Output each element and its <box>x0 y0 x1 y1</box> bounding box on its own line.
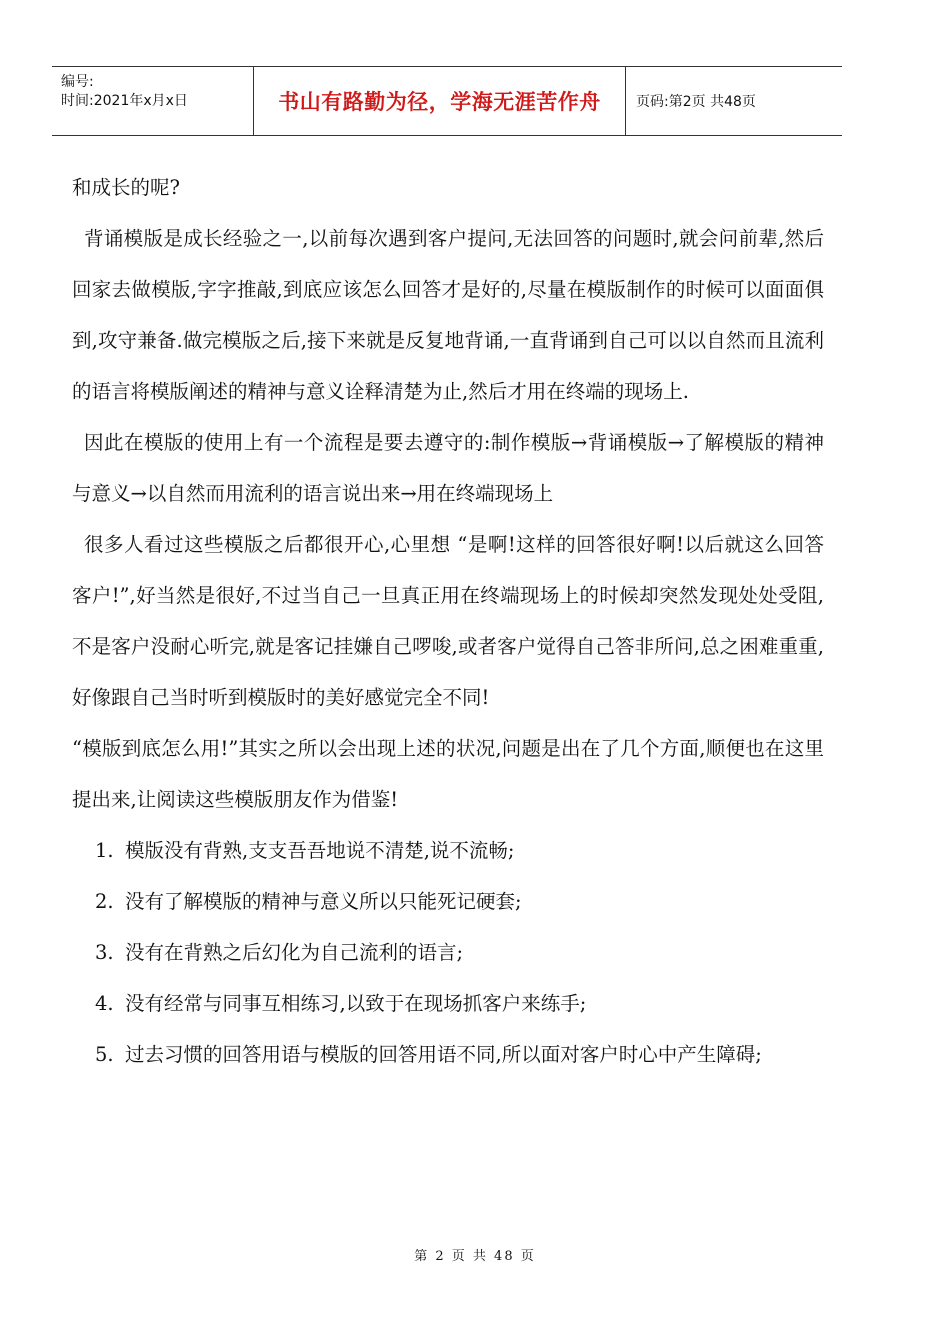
document-header <box>52 66 842 136</box>
paragraph-1: 和成长的呢? <box>72 176 180 199</box>
list-item <box>72 927 824 978</box>
list-item <box>72 825 824 876</box>
list-item-text: 过去习惯的回答用语与模版的回答用语不同,所以面对客户时心中产生障碍; <box>125 1043 762 1066</box>
list-item <box>72 978 824 1029</box>
list-item-number: 1. <box>95 839 114 862</box>
list-item-number: 2. <box>95 890 114 913</box>
list-item-text: 没有经常与同事互相练习,以致于在现场抓客户来练手; <box>125 992 587 1015</box>
list-item-number: 3. <box>95 941 114 964</box>
page-footer: 第 2 页 共 48 页 <box>414 1249 536 1264</box>
paragraph-5: “模版到底怎么用!”其实之所以会出现上述的状况,问题是出在了几个方面,顺便也在这里提出来,让阅读这些模版朋友作为借鉴! <box>72 737 824 811</box>
list-item-number: 5. <box>95 1043 114 1066</box>
document-body <box>72 162 824 1080</box>
list-item-number: 4. <box>95 992 114 1015</box>
paragraph-2: 背诵模版是成长经验之一,以前每次遇到客户提问,无法回答的问题时,就会问前辈,然后回家去做模版,字字推敲,到底应该怎么回答才是好的,尽量在模版制作的时候可以面面俱到,攻守兼备.做完模版之后,接下来就是反复地背诵,一直背诵到自己可以以自然而且流利的语言将模版阐述的精神与意义诠释清楚为止,然后才用在终端的现场上. <box>72 227 824 403</box>
list-item-text: 模版没有背熟,支支吾吾地说不清楚,说不流畅; <box>125 839 515 862</box>
problem-list <box>72 825 824 1080</box>
list-item-text: 没有在背熟之后幻化为自己流利的语言; <box>125 941 464 964</box>
paragraph-3: 因此在模版的使用上有一个流程是要去遵守的:制作模版→背诵模版→了解模版的精神与意义→以自然而用流利的语言说出来→用在终端现场上 <box>72 431 824 505</box>
header-time-label: 时间:2021年x月x日 <box>61 93 188 109</box>
header-number-label: 编号: <box>61 74 94 90</box>
header-motto: 书山有路勤为径，学海无涯苦作舟 <box>254 67 626 135</box>
header-meta-cell <box>52 67 254 135</box>
header-page-info: 页码:第2页 共48页 <box>636 94 756 110</box>
list-item <box>72 876 824 927</box>
list-item-text: 没有了解模版的精神与意义所以只能死记硬套; <box>125 890 522 913</box>
paragraph-4: 很多人看过这些模版之后都很开心,心里想 “是啊!这样的回答很好啊!以后就这么回答客户!”,好当然是很好,不过当自己一旦真正用在终端现场上的时候却突然发现处处受阻,不是客户没耐心听完,就是客记挂嫌自己啰唆,或者客户觉得自己答非所问,总之困难重重,好像跟自己当时听到模版时的美好感觉完全不同! <box>72 533 824 709</box>
list-item <box>72 1029 824 1080</box>
